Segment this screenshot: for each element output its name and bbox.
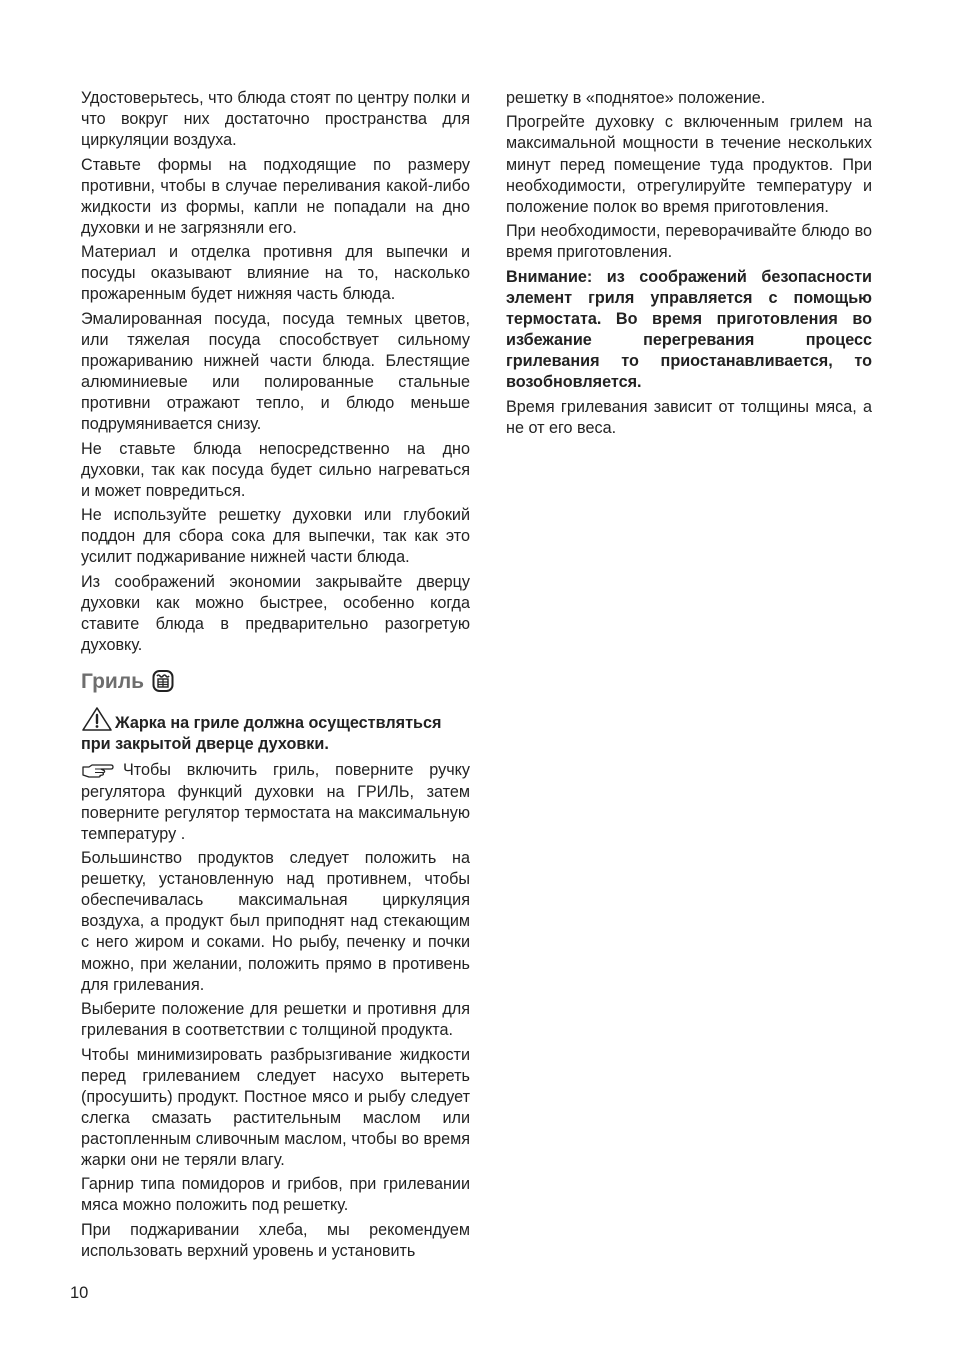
safety-note: Внимание: из соображений безопасности элемент гриля управляется с помощью термостата. Во время приготовления во избежание перегревания процесс грилевания то приостанавливается, то возобновляется.	[506, 267, 872, 392]
paragraph: Большинство продуктов следует положить на решетку, установленную над противнем, чтобы обеспечивалась максимальная циркуляция воздуха, а продукт был приподнят над стекающим с него жиром и соками. Но рыбу, печенку и почки можно, при желании, положить прямо в противень для грилевания.	[81, 849, 470, 994]
pointing-hand-icon	[81, 762, 115, 778]
section-heading	[81, 666, 470, 696]
paragraph: Выберите положение для решетки и противня для грилевания в соответствии с толщиной продукта.	[81, 1000, 470, 1040]
paragraph: Удостоверьтесь, что блюда стоят по центру полки и что вокруг них достаточно пространства для циркуляции воздуха.	[81, 89, 470, 150]
paragraph: Чтобы минимизировать разбрызгивание жидкости перед грилеванием следует насухо вытереть (просушить) продукт. Постное мясо и рыбу следует слегка смазать растительным маслом или растопленным сливочным маслом, чтобы во время жарки они не теряли влагу.	[81, 1045, 470, 1169]
paragraph: Материал и отделка противня для выпечки и посуды оказывают влияние на то, насколько прожаренным будет нижняя часть блюда.	[81, 243, 470, 304]
page-number: 10	[70, 1284, 89, 1302]
left-column	[81, 88, 470, 1265]
paragraph: решетку в «поднятое» положение.	[506, 89, 766, 107]
paragraph: Гарнир типа помидоров и грибов, при грилевании мяса можно положить под решетку.	[81, 1175, 470, 1215]
grill-symbol-icon	[152, 669, 174, 693]
paragraph: Из соображений экономии закрывайте дверцу духовки как можно быстрее, особенно когда ставите блюда в предварительно разогретую духовку.	[81, 572, 470, 655]
paragraph: Ставьте формы на подходящие по размеру противни, чтобы в случае переливания какой-либо жидкости из формы, капли не попадали на дно духовки и не загрязняли его.	[81, 155, 470, 237]
paragraph: Эмалированная посуда, посуда темных цветов, или тяжелая посуда способствует сильному прожариванию нижней части блюда. Блестящие алюминиевые или полированные стальные противни отражают тепло, и блюдо меньше подрумянивается снизу.	[81, 309, 470, 434]
tip-text: Чтобы включить гриль, поверните ручку регулятора функций духовки на ГРИЛЬ, затем поверните регулятор термостата на максимальную температуру .	[81, 761, 470, 843]
paragraph: Не используйте решетку духовки или глубокий поддон для сбора сока для выпечки, так как это усилит поджаривание нижней части блюда.	[81, 506, 470, 567]
warning-text: Жарка на гриле должна осуществляться при закрытой дверце духовки.	[81, 714, 442, 754]
paragraph: Не ставьте блюда непосредственно на дно духовки, так как посуда будет сильно нагреваться и может повредиться.	[81, 439, 470, 500]
paragraph: Время грилевания зависит от толщины мяса, а не от его веса.	[506, 397, 872, 437]
paragraph: Прогрейте духовку с включенным грилем на максимальной мощности в течение нескольких минут перед помещение туда продуктов. При необходимости, отрегулируйте температуру и положение полок во время приготовления.	[506, 113, 872, 216]
paragraph: При необходимости, переворачивайте блюдо во время приготовления.	[506, 222, 872, 262]
tip-note	[81, 760, 470, 844]
warning-note	[81, 706, 470, 755]
section-title: Гриль	[81, 669, 145, 693]
warning-triangle-icon	[81, 706, 113, 732]
paragraph: При поджаривании хлеба, мы рекомендуем использовать верхний уровень и установить	[81, 1220, 470, 1260]
right-column	[506, 88, 872, 442]
